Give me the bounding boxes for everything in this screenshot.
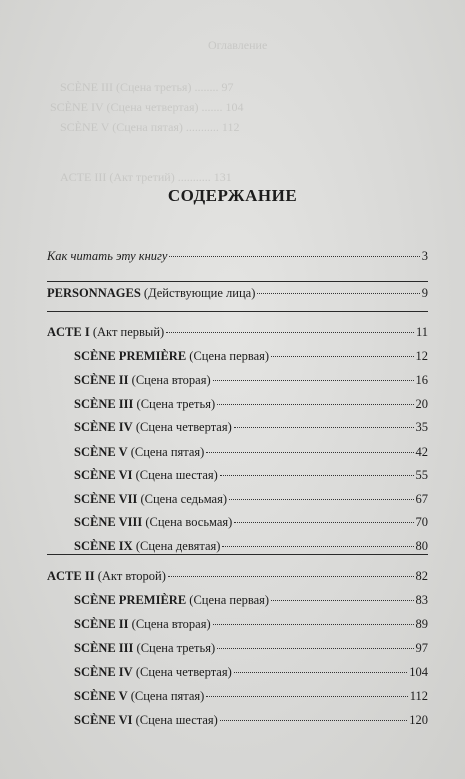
toc-entry xyxy=(47,284,428,302)
dot-leader xyxy=(213,380,414,381)
toc-entry-heading: SCÈNE PREMIÈRE xyxy=(74,349,187,363)
toc-entry xyxy=(74,639,428,657)
dot-leader xyxy=(229,499,414,500)
toc-entry-heading: SCÈNE IV xyxy=(74,420,133,434)
toc-entry-label xyxy=(74,513,232,531)
dot-leader xyxy=(234,427,414,428)
toc-entry-subtitle: (Сцена шестая) xyxy=(132,468,218,482)
dot-leader xyxy=(220,720,407,721)
toc-entry-label xyxy=(74,639,215,657)
toc-entry xyxy=(74,687,428,705)
dot-leader xyxy=(271,600,413,601)
dot-leader xyxy=(217,404,413,405)
dot-leader xyxy=(257,293,419,294)
toc-page-number: 35 xyxy=(415,420,428,434)
toc-page-number: 16 xyxy=(415,373,428,387)
toc-entry xyxy=(74,591,428,609)
toc-entry-subtitle: (Сцена восьмая) xyxy=(142,515,233,529)
toc-entry-heading: SCÈNE IX xyxy=(74,539,133,553)
toc-entry-label xyxy=(74,490,227,508)
toc-entry-heading: SCÈNE VI xyxy=(74,713,133,727)
toc-page-number: 55 xyxy=(415,468,428,482)
toc-entry-subtitle: (Сцена четвертая) xyxy=(132,420,232,434)
toc-entry xyxy=(47,567,428,585)
toc-entry-label xyxy=(47,567,166,585)
toc-entry xyxy=(74,615,428,633)
toc-entry-heading: SCÈNE V xyxy=(74,689,128,703)
toc-entry-subtitle: (Сцена первая) xyxy=(186,349,270,363)
toc-entry xyxy=(47,247,428,265)
toc-entry-label xyxy=(74,371,211,389)
dot-leader xyxy=(213,624,414,625)
toc-page-number: 9 xyxy=(421,286,428,300)
toc-entry-subtitle: (Сцена девятая) xyxy=(132,539,221,553)
toc-entry-label xyxy=(74,591,269,609)
toc-entry-subtitle: (Сцена первая) xyxy=(186,593,270,607)
toc-entry-label xyxy=(74,347,269,365)
toc-page-number: 120 xyxy=(409,713,428,727)
toc-entry-heading: SCÈNE II xyxy=(74,617,129,631)
toc-page-number: 89 xyxy=(415,617,428,631)
toc-entry-heading: SCÈNE III xyxy=(74,641,134,655)
toc-page-number: 83 xyxy=(415,593,428,607)
toc-entry-label xyxy=(74,663,232,681)
toc-entry-label xyxy=(47,247,167,265)
toc-entry-heading: SCÈNE PREMIÈRE xyxy=(74,593,187,607)
toc-entry xyxy=(74,490,428,508)
toc-entry-heading: SCÈNE IV xyxy=(74,665,133,679)
dot-leader xyxy=(234,522,413,523)
toc-entry xyxy=(47,323,428,341)
toc-entry xyxy=(74,711,428,729)
toc-entry-subtitle: (Сцена пятая) xyxy=(127,445,205,459)
bleed-through-text: ACTE III (Акт третий) ........... 131 xyxy=(60,170,232,184)
toc-page-number: 20 xyxy=(415,397,428,411)
dot-leader xyxy=(271,356,413,357)
dot-leader xyxy=(222,546,413,547)
toc-entry-label xyxy=(74,537,220,555)
toc-entry-heading: SCÈNE II xyxy=(74,373,129,387)
toc-entry-heading: SCÈNE III xyxy=(74,397,134,411)
toc-entry-subtitle: (Акт первый) xyxy=(89,325,165,339)
toc-entry-subtitle: Как читать эту книгу xyxy=(47,249,168,263)
toc-entry-label xyxy=(74,687,204,705)
toc-entry xyxy=(74,513,428,531)
section-divider xyxy=(47,311,428,312)
toc-entry-subtitle: (Сцена третья) xyxy=(133,641,216,655)
bleed-through-text: SCÈNE III (Сцена третья) ........ 97 xyxy=(60,80,234,94)
toc-entry-heading: PERSONNAGES xyxy=(47,286,141,300)
toc-entry-subtitle: (Сцена вторая) xyxy=(128,617,211,631)
toc-entry xyxy=(74,663,428,681)
toc-entry-subtitle: (Акт второй) xyxy=(94,569,166,583)
toc-page-number: 104 xyxy=(409,665,428,679)
toc-entry-heading: ACTE II xyxy=(47,569,95,583)
toc-page-number: 80 xyxy=(415,539,428,553)
toc-entry-subtitle: (Действующие лица) xyxy=(140,286,256,300)
section-divider xyxy=(47,281,428,282)
page-title: СОДЕРЖАНИЕ xyxy=(167,186,298,205)
dot-leader xyxy=(220,475,414,476)
toc-entry-label xyxy=(74,443,204,461)
dot-leader xyxy=(168,576,414,577)
toc-page-number: 112 xyxy=(409,689,428,703)
toc-entry xyxy=(74,537,428,555)
toc-entry-subtitle: (Сцена шестая) xyxy=(132,713,218,727)
toc-entry-label xyxy=(74,395,215,413)
toc-page-number: 97 xyxy=(415,641,428,655)
toc-entry-label xyxy=(47,323,164,341)
bleed-through-text: SCÈNE IV (Сцена четвертая) ....... 104 xyxy=(50,100,244,114)
toc-entry-label xyxy=(74,711,218,729)
toc-entry-heading: SCÈNE VII xyxy=(74,492,138,506)
toc-entry-label xyxy=(74,615,211,633)
toc-entry-subtitle: (Сцена пятая) xyxy=(127,689,205,703)
toc-entry xyxy=(74,395,428,413)
toc-entry-subtitle: (Сцена вторая) xyxy=(128,373,211,387)
dot-leader xyxy=(217,648,413,649)
dot-leader xyxy=(169,256,419,257)
toc-entry-label xyxy=(74,418,232,436)
toc-entry xyxy=(74,466,428,484)
toc-page-number: 3 xyxy=(421,249,428,263)
toc-entry xyxy=(74,443,428,461)
toc-entry xyxy=(74,418,428,436)
toc-entry-label xyxy=(74,466,218,484)
toc-entry xyxy=(74,371,428,389)
bleed-through-header: Оглавление xyxy=(208,38,268,52)
toc-page-number: 67 xyxy=(415,492,428,506)
dot-leader xyxy=(206,696,407,697)
toc-page-number: 11 xyxy=(415,325,428,339)
toc-page-number: 42 xyxy=(415,445,428,459)
dot-leader xyxy=(166,332,414,333)
toc-entry-heading: SCÈNE V xyxy=(74,445,128,459)
dot-leader xyxy=(206,452,413,453)
toc-entry-subtitle: (Сцена третья) xyxy=(133,397,216,411)
toc-entry-heading: SCÈNE VIII xyxy=(74,515,143,529)
toc-entry-subtitle: (Сцена четвертая) xyxy=(132,665,232,679)
dot-leader xyxy=(234,672,407,673)
toc-entry-subtitle: (Сцена седьмая) xyxy=(137,492,227,506)
toc-entry xyxy=(74,347,428,365)
bleed-through-text: SCÈNE V (Сцена пятая) ........... 112 xyxy=(60,120,240,134)
toc-entry-heading: ACTE I xyxy=(47,325,90,339)
section-divider xyxy=(47,554,428,555)
toc-page-number: 82 xyxy=(415,569,428,583)
toc-page-number: 12 xyxy=(415,349,428,363)
toc-page-number: 70 xyxy=(415,515,428,529)
toc-entry-heading: SCÈNE VI xyxy=(74,468,133,482)
toc-entry-label xyxy=(47,284,255,302)
